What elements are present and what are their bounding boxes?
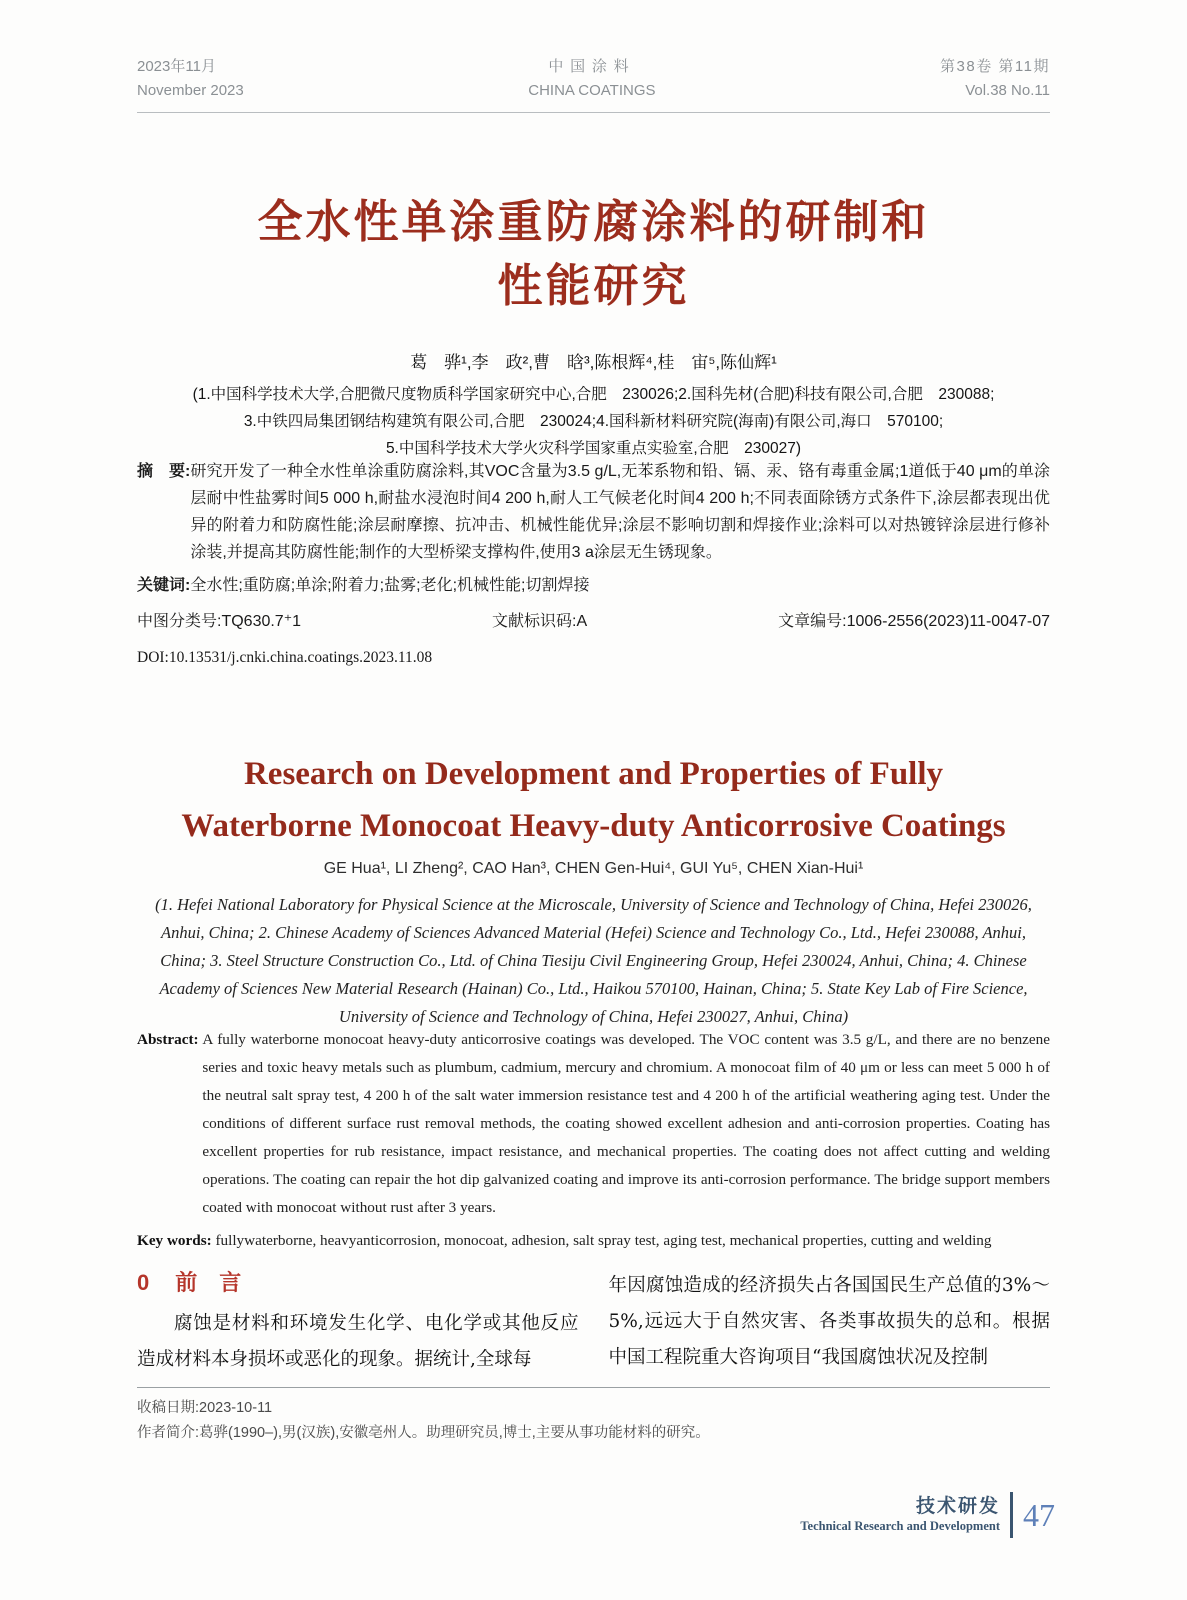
affiliation-cn-line: (1.中国科学技术大学,合肥微尺度物质科学国家研究中心,合肥 230026;2.国科先材(合肥)科技有限公司,合肥 230088; <box>192 386 995 403</box>
journal-name-cn: 中国涂料 <box>548 58 636 75</box>
column-label-en: Technical Research and Development <box>800 1519 1000 1533</box>
affiliation-cn-line: 3.中铁四局集团钢结构建筑有限公司,合肥 230024;4.国科新材料研究院(海南)有限公司,海口 570100; <box>243 413 944 430</box>
intro-paragraph-left: 腐蚀是材料和环境发生化学、电化学或其他反应造成材料本身损坏或恶化的现象。据统计,全球每 <box>137 1313 579 1370</box>
abstract-cn <box>137 458 1050 566</box>
authors-en: GE Hua¹, LI Zheng², CAO Han³, CHEN Gen-Hui⁴, GUI Yu⁵, CHEN Xian-Hui¹ <box>323 860 864 877</box>
affiliations-cn <box>137 381 1050 462</box>
article-title-cn-line1: 全水性单涂重防腐涂料的研制和 <box>257 196 930 247</box>
page-footer <box>800 1492 1055 1538</box>
journal-name-en: CHINA COATINGS <box>528 82 656 99</box>
abstract-en <box>137 1026 1050 1222</box>
abstract-label-cn: 摘 要: <box>137 463 191 480</box>
section-title: 前 言 <box>175 1270 242 1295</box>
issue-date-cn: 2023年11月 <box>137 58 216 75</box>
affiliations-en: (1. Hefei National Laboratory for Physical Science at the Microscale, University of Science and Technology of China, Hefei 230026, Anhui, China; 2. Chinese Academy of Sciences Advanced Material (Hefei) Science and Technology Co., Ltd., Hefei 230088, Anhui, China; 3. Steel Structure Construction Co., Ltd. of China Tiesiju Civil Engineering Group, Hefei 230024, Anhui, China; 4. Chinese Academy of Sciences New Material Research (Hainan) Co., Ltd., Haikou 570100, Hainan, China; 5. State Key Lab of Fire Science, University of Science and Technology of China, Hefei 230027, Anhui, China) <box>155 895 1032 1026</box>
article-title-en-line2: Waterborne Monocoat Heavy-duty Anticorrosive Coatings <box>181 808 1006 844</box>
article-title-cn <box>137 190 1050 318</box>
keywords-text-cn: 全水性;重防腐;单涂;附着力;盐雾;老化;机械性能;切割焊接 <box>190 577 590 594</box>
lower-block <box>137 1026 1050 1446</box>
header-issue-date <box>137 55 244 103</box>
issue-date-en: November 2023 <box>137 82 244 99</box>
body-column-right <box>609 1268 1051 1378</box>
footer-divider-bar <box>1010 1492 1013 1538</box>
section-heading-intro <box>137 1268 579 1298</box>
keywords-text-en: fullywaterborne, heavyanticorrosion, monocoat, adhesion, salt spray test, aging test, mechanical properties, cutting and welding <box>215 1232 992 1249</box>
volume-issue-cn: 第38卷 第11期 <box>940 58 1050 75</box>
clc-number: 中图分类号:TQ630.7⁺1 <box>137 613 302 630</box>
document-code: 文献标识码:A <box>492 613 588 630</box>
article-title-en-line1: Research on Development and Properties of Fully <box>243 756 944 792</box>
abstract-text-cn: 研究开发了一种全水性单涂重防腐涂料,其VOC含量为3.5 g/L,无苯系物和铅、镉、汞、铬有毒重金属;1道低于40 μm的单涂层耐中性盐雾时间5 000 h,耐盐水浸泡时间4 200 h,耐人工气候老化时间4 200 h;不同表面除锈方式条件下,涂层都表现出优异的附着力和防腐性能;涂层耐摩擦、抗冲击、机械性能优异;涂层不影响切割和焊接作业;涂料可以对热镀锌涂层进行修补涂装,并提高其防腐性能;制作的大型桥梁支撑构件,使用3 a涂层无生锈现象。 <box>190 463 1050 561</box>
section-number: 0 <box>137 1270 150 1295</box>
article-title-en <box>137 748 1050 852</box>
author-bio: 作者简介:葛骅(1990–),男(汉族),安徽亳州人。助理研究员,博士,主要从事功能材料的研究。 <box>137 1425 710 1441</box>
column-label <box>800 1496 1000 1534</box>
authors-cn: 葛 骅¹,李 政²,曹 晗³,陈根辉⁴,桂 宙⁵,陈仙辉¹ <box>410 353 777 372</box>
column-label-cn: 技术研发 <box>915 1496 1000 1517</box>
keywords-en <box>137 1227 1050 1255</box>
header-journal-name <box>528 55 655 103</box>
volume-issue-en: Vol.38 No.11 <box>965 82 1050 99</box>
footnote <box>137 1387 1050 1446</box>
abstract-label-en: Abstract: <box>137 1031 203 1048</box>
page-number: 47 <box>1023 1496 1055 1533</box>
received-date: 收稿日期:2023-10-11 <box>137 1400 273 1416</box>
keywords-label-cn: 关键词: <box>137 577 191 594</box>
journal-header <box>137 55 1050 113</box>
classification-row <box>137 608 1050 635</box>
body-column-left <box>137 1268 579 1378</box>
header-volume-issue <box>940 55 1050 103</box>
chinese-meta-block <box>137 458 1050 671</box>
article-id: 文章编号:1006-2556(2023)11-0047-07 <box>778 613 1050 630</box>
keywords-cn <box>137 572 1050 599</box>
abstract-text-en: A fully waterborne monocoat heavy-duty anticorrosive coatings was developed. The VOC content was 3.5 g/L, and there are no benzene series and toxic heavy metals such as plumbum, cadmium, mercury and chromium. A monocoat film of 40 μm or less can meet 5 000 h of the neutral salt spray test, 4 200 h of the salt water immersion resistance test and 4 200 h of the artificial weathering aging test. Under the conditions of different surface rust removal methods, the coating showed excellent adhesion and anti-corrosion properties. Coating has excellent properties for rub resistance, impact resistance, and mechanical properties. The coating does not affect cutting and welding operations. The coating can repair the hot dip galvanized coating and improve its anti-corrosion performance. The bridge support members coated with monocoat without rust after 3 years. <box>202 1031 1050 1216</box>
article-title-cn-line2: 性能研究 <box>497 260 690 311</box>
keywords-label-en: Key words: <box>137 1232 216 1249</box>
doi: DOI:10.13531/j.cnki.china.coatings.2023.11.08 <box>137 649 433 666</box>
affiliation-cn-line: 5.中国科学技术大学火灾科学国家重点实验室,合肥 230027) <box>385 440 802 457</box>
intro-paragraph-right: 年因腐蚀造成的经济损失占各国国民生产总值的3%～5%,远远大于自然灾害、各类事故损失的总和。根据中国工程院重大咨询项目“我国腐蚀状况及控制 <box>608 1275 1050 1368</box>
body-columns <box>137 1268 1050 1378</box>
